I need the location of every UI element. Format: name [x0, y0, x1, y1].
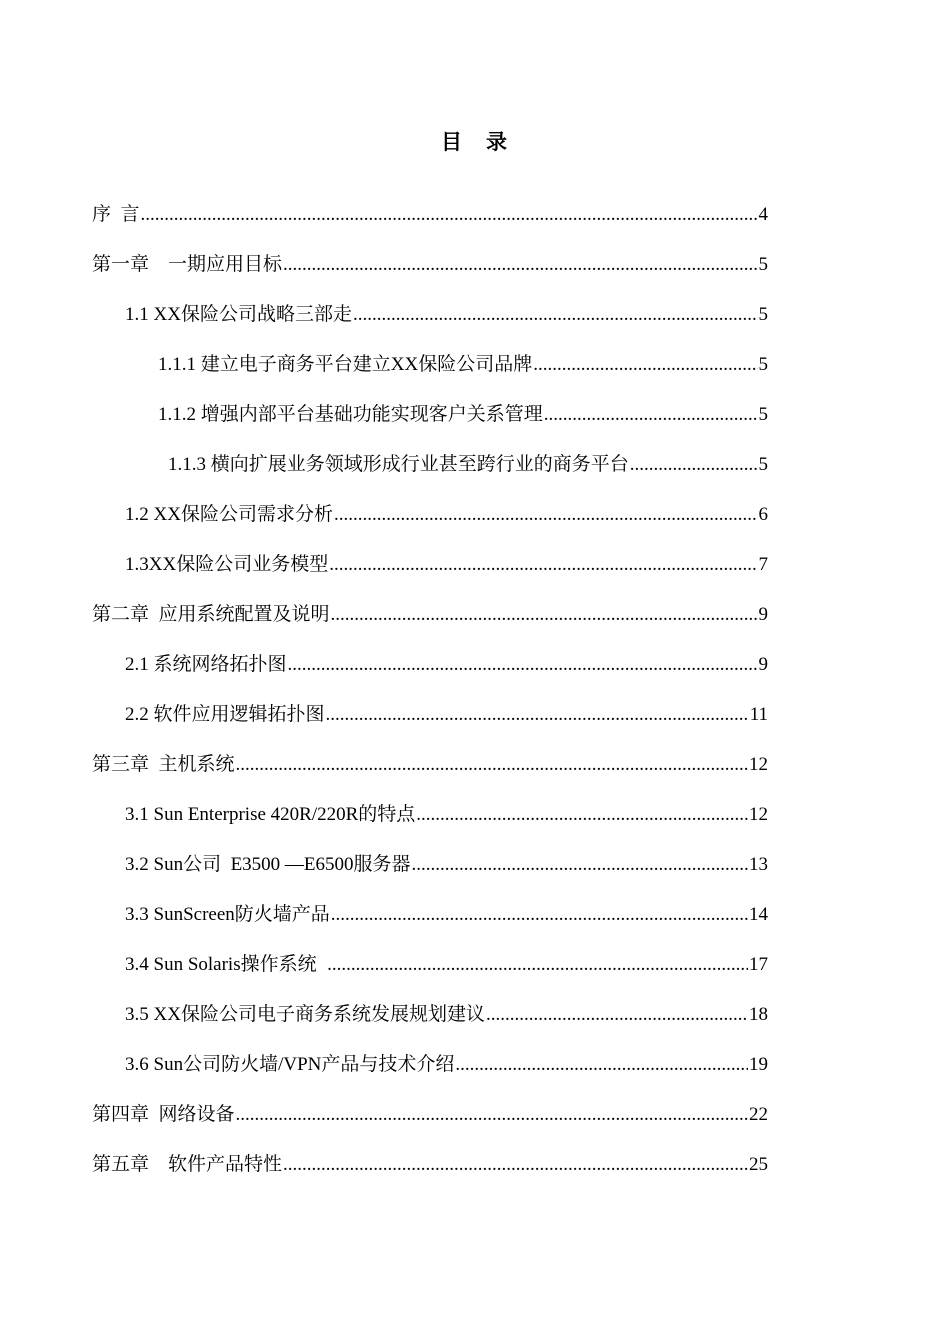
toc-entry-label: 1.1.1 建立电子商务平台建立XX保险公司品牌: [158, 354, 533, 375]
toc-entry-label: 第二章 应用系统配置及说明: [92, 604, 330, 625]
toc-entry-page: 13: [749, 854, 768, 875]
dot-leader: [331, 898, 748, 932]
toc-entry-chapter-5[interactable]: [92, 1148, 768, 1182]
toc-entry-label: 2.1 系统网络拓扑图: [125, 654, 287, 675]
dot-leader: [236, 1098, 748, 1132]
toc-entry-page: 17: [749, 954, 768, 975]
toc-entry-label: 3.4 Sun Solaris操作系统: [125, 954, 327, 975]
toc-entry-preface[interactable]: [92, 198, 768, 232]
toc-entry-3-1[interactable]: [125, 798, 768, 832]
dot-leader: [283, 248, 757, 282]
toc-entry-label: 第四章 网络设备: [92, 1104, 235, 1125]
toc-entry-1-1-2[interactable]: [158, 398, 768, 432]
toc-entry-page: 25: [749, 1154, 768, 1175]
toc-entry-label: 序 言: [92, 204, 140, 225]
toc-entry-page: 5: [758, 454, 768, 475]
toc-entry-chapter-3[interactable]: [92, 748, 768, 782]
toc-entry-page: 9: [758, 604, 768, 625]
toc-entry-page: 4: [758, 204, 768, 225]
dot-leader: [329, 548, 757, 582]
dot-leader: [327, 948, 748, 982]
toc-entry-label: 1.1.3 横向扩展业务领域形成行业甚至跨行业的商务平台: [168, 454, 629, 475]
toc-entry-label: 2.2 软件应用逻辑拓扑图: [125, 704, 325, 725]
dot-leader: [353, 298, 758, 332]
dot-leader: [455, 1048, 748, 1082]
toc-entry-chapter-2[interactable]: [92, 598, 768, 632]
toc-entry-page: 6: [758, 504, 768, 525]
toc-entry-label: 第五章 软件产品特性: [92, 1154, 283, 1175]
toc-entry-2-2[interactable]: [125, 698, 768, 732]
toc-entry-label: 3.6 Sun公司防火墙/VPN产品与技术介绍: [125, 1054, 455, 1075]
toc-entry-3-3[interactable]: [125, 898, 768, 932]
toc-entry-label: 1.1 XX保险公司战略三部走: [125, 304, 352, 325]
dot-leader: [331, 598, 758, 632]
toc-entry-page: 19: [749, 1054, 768, 1075]
toc-entry-1-2[interactable]: [125, 498, 768, 532]
toc-entry-page: 7: [758, 554, 768, 575]
toc-entry-1-1-1[interactable]: [158, 348, 768, 382]
toc-entry-page: 11: [749, 704, 768, 725]
dot-leader: [416, 798, 748, 832]
toc-title: [0, 126, 950, 156]
toc-entry-label: 3.5 XX保险公司电子商务系统发展规划建议: [125, 1004, 485, 1025]
toc-entry-3-6[interactable]: [125, 1048, 768, 1082]
dot-leader: [533, 348, 757, 382]
dot-leader: [283, 1148, 748, 1182]
toc-entry-1-1[interactable]: [125, 298, 768, 332]
dot-leader: [334, 498, 758, 532]
dot-leader: [288, 648, 758, 682]
toc-entry-label: 1.3XX保险公司业务模型: [125, 554, 329, 575]
toc-entry-label: 3.2 Sun公司 E3500 —E6500服务器: [125, 854, 411, 875]
dot-leader: [326, 698, 749, 732]
toc-entry-label: 3.1 Sun Enterprise 420R/220R的特点: [125, 804, 416, 825]
toc-entry-label: 1.1.2 增强内部平台基础功能实现客户关系管理: [158, 404, 543, 425]
toc-entry-label: 3.3 SunScreen防火墙产品: [125, 904, 330, 925]
dot-leader: [141, 198, 758, 232]
toc-entry-page: 12: [749, 804, 768, 825]
toc-entry-label: 第一章 一期应用目标: [92, 254, 283, 275]
toc-entry-label: 1.2 XX保险公司需求分析: [125, 504, 333, 525]
toc-entry-page: 22: [749, 1104, 768, 1125]
toc-entry-2-1[interactable]: [125, 648, 768, 682]
toc-entry-1-3[interactable]: [125, 548, 768, 582]
toc-entry-page: 5: [758, 404, 768, 425]
toc-entry-page: 9: [758, 654, 768, 675]
dot-leader: [486, 998, 748, 1032]
toc-title-char-1: 目: [441, 130, 464, 154]
toc-entry-chapter-4[interactable]: [92, 1098, 768, 1132]
toc-entry-page: 18: [749, 1004, 768, 1025]
toc-entry-page: 5: [758, 354, 768, 375]
toc-entry-chapter-1[interactable]: [92, 248, 768, 282]
toc-entry-3-5[interactable]: [125, 998, 768, 1032]
dot-leader: [236, 748, 748, 782]
toc-entry-page: 14: [749, 904, 768, 925]
toc-entry-3-4[interactable]: [125, 948, 768, 982]
toc-entry-page: 5: [758, 304, 768, 325]
toc-entry-label: 第三章 主机系统: [92, 754, 235, 775]
dot-leader: [544, 398, 758, 432]
toc-entry-3-2[interactable]: [125, 848, 768, 882]
toc-title-char-2: 录: [486, 130, 509, 154]
dot-leader: [412, 848, 748, 882]
toc-entry-page: 5: [758, 254, 768, 275]
toc-entry-page: 12: [749, 754, 768, 775]
toc-entry-1-1-3[interactable]: [168, 448, 768, 482]
dot-leader: [630, 448, 758, 482]
